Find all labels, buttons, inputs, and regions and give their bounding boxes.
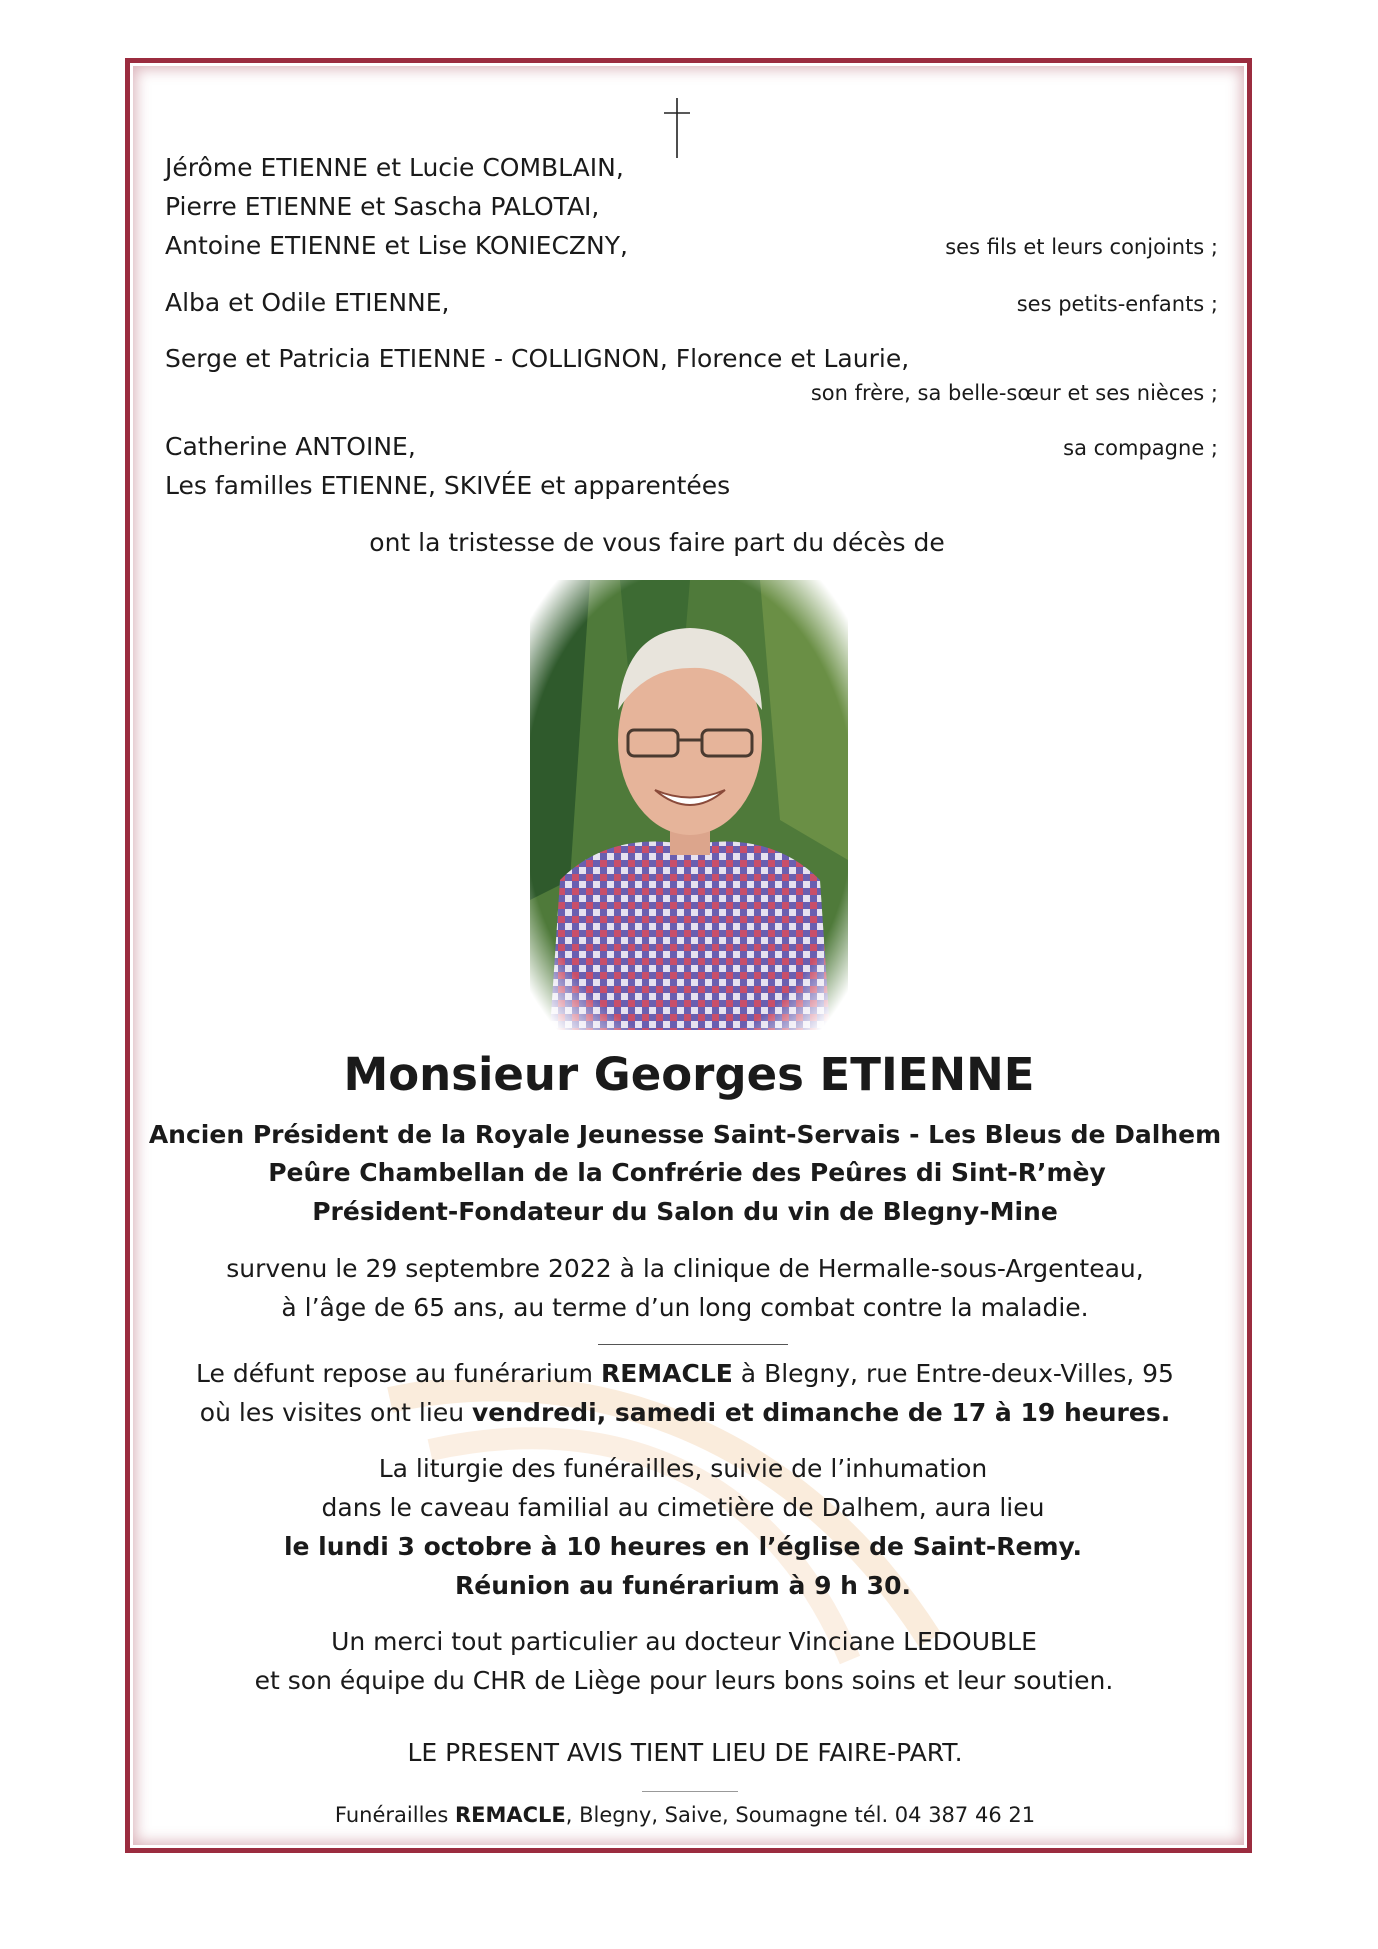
families-line: Les familles ETIENNE, SKIVÉE et apparentées [165, 471, 731, 500]
sons-list [165, 148, 628, 265]
partner-line: Catherine ANTOINE, [165, 432, 416, 461]
divider [598, 1344, 788, 1345]
brother-relation: son frère, sa belle-sœur et ses nièces ; [810, 381, 1218, 405]
liturgy-line: La liturgie des funérailles, suivie de l’inhumation [378, 1454, 988, 1483]
visit-location: Le défunt repose au funérarium REMACLE à Blegny, rue Entre-deux-Villes, 95 [196, 1359, 1174, 1388]
sons-relation: ses fils et leurs conjoints ; [945, 235, 1218, 259]
deceased-title: Peûre Chambellan de la Confrérie des Peûres di Sint-R’mèy [268, 1158, 1106, 1187]
announcement: ont la tristesse de vous faire part du décès de [369, 528, 945, 557]
funeral-date-time: le lundi 3 octobre à 10 heures en l’église de Saint-Remy. [283, 1532, 1083, 1561]
son-line: Jérôme ETIENNE et Lucie COMBLAIN, [165, 153, 624, 182]
deceased-title: Président-Fondateur du Salon du vin de Blegny-Mine [312, 1197, 1058, 1226]
cross-icon [660, 98, 694, 158]
thanks-line: Un merci tout particulier au docteur Vinciane LEDOUBLE [331, 1627, 1037, 1656]
son-line: Antoine ETIENNE et Lise KONIECZNY, [165, 231, 628, 260]
liturgy-line: dans le caveau familial au cimetière de Dalhem, aura lieu [321, 1493, 1045, 1522]
grandchildren-relation: ses petits-enfants ; [1016, 292, 1218, 316]
grandchildren-line: Alba et Odile ETIENNE, [165, 288, 450, 317]
thanks-line: et son équipe du CHR de Liège pour leurs bons soins et leur soutien. [254, 1666, 1114, 1695]
visit-hours: où les visites ont lieu vendredi, samedi et dimanche de 17 à 19 heures. [199, 1398, 1171, 1427]
divider [642, 1791, 738, 1792]
footer: Funérailles REMACLE, Blegny, Saive, Soumagne tél. 04 387 46 21 [334, 1803, 1036, 1827]
deceased-name: Monsieur Georges ETIENNE [343, 1048, 1035, 1101]
deceased-title: Ancien Président de la Royale Jeunesse Saint-Servais - Les Bleus de Dalhem [148, 1120, 1222, 1149]
deceased-portrait-photo [530, 580, 848, 1030]
notice: LE PRESENT AVIS TIENT LIEU DE FAIRE-PART. [407, 1738, 963, 1767]
son-line: Pierre ETIENNE et Sascha PALOTAI, [165, 192, 600, 221]
death-date-place: survenu le 29 septembre 2022 à la clinique de Hermalle-sous-Argenteau, [226, 1254, 1144, 1283]
partner-relation: sa compagne ; [1063, 436, 1218, 460]
footer-brand: REMACLE [454, 1803, 566, 1827]
death-age-cause: à l’âge de 65 ans, au terme d’un long combat contre la maladie. [281, 1293, 1089, 1322]
funeral-home-name: REMACLE [600, 1359, 733, 1388]
meeting-time: Réunion au funérarium à 9 h 30. [455, 1571, 911, 1600]
brother-line: Serge et Patricia ETIENNE - COLLIGNON, Florence et Laurie, [165, 344, 910, 373]
